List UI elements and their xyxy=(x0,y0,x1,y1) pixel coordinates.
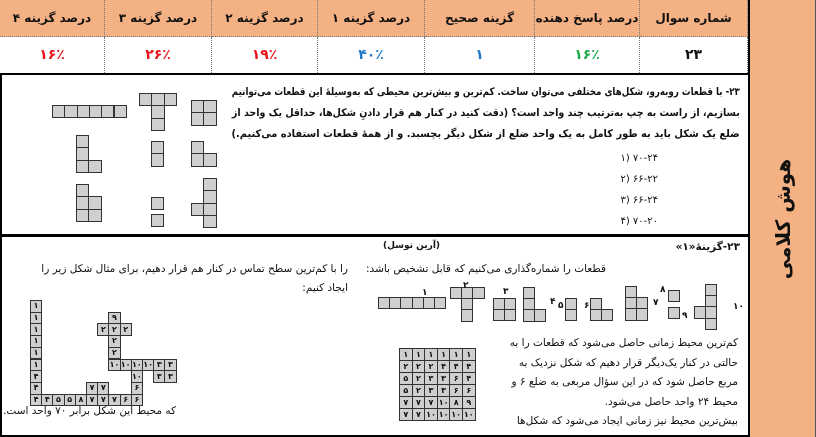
piece-square xyxy=(203,100,216,113)
answer-option: ۶۶-۲۲ (۲ xyxy=(620,174,658,185)
column-header: درصد پاسخ دهنده xyxy=(535,0,640,37)
grid-cell: ۵ xyxy=(64,394,76,407)
column-value: ۴۰٪ xyxy=(318,37,425,73)
grid-cell: ۹ xyxy=(462,396,476,409)
grid-cell: ۳ xyxy=(153,359,165,372)
grid-cell: ۱ xyxy=(437,348,451,361)
grid-cell: ۶ xyxy=(120,394,132,407)
piece-number-label: ۱ xyxy=(422,288,428,298)
grid-cell: ۲ xyxy=(108,323,120,336)
grid-cell: ۱ xyxy=(30,347,42,360)
piece-square xyxy=(88,160,101,173)
question-line-wrap xyxy=(228,101,740,120)
answer-author: (آرین توسل) xyxy=(383,241,441,251)
piece-square xyxy=(76,160,89,173)
piece-number-label: ۹ xyxy=(682,311,688,321)
piece-square xyxy=(52,105,65,118)
piece-square xyxy=(151,197,164,210)
grid-cell: ۱۰ xyxy=(437,408,451,421)
piece-square xyxy=(636,308,648,320)
grid-cell: ۲ xyxy=(120,323,132,336)
grid-cell: ۴ xyxy=(462,372,476,385)
grid-cell: ۳ xyxy=(164,359,176,372)
answer-option: ۶۶-۲۴ (۳ xyxy=(620,195,658,206)
grid-cell: ۱ xyxy=(462,348,476,361)
column-header: درصد گزینه ۱ xyxy=(318,0,425,37)
piece-square xyxy=(472,287,484,299)
piece-number-label: ۲ xyxy=(463,281,469,291)
grid-cell: ۱۰ xyxy=(131,359,143,372)
piece-square xyxy=(164,93,177,106)
category-sidebar xyxy=(748,0,816,437)
answer-title: ۲۳-گزینهٔ«۱» xyxy=(675,241,740,253)
piece-square xyxy=(668,307,680,319)
piece-square xyxy=(89,105,102,118)
grid-cell: ۱ xyxy=(30,335,42,348)
grid-cell: ۵ xyxy=(399,372,413,385)
piece-square xyxy=(76,209,89,222)
grid-cell: ۸ xyxy=(75,394,87,407)
column-value: ۲۳ xyxy=(640,37,748,73)
grid-cell: ۷ xyxy=(86,394,98,407)
piece-square xyxy=(668,290,680,302)
grid-cell: ۴ xyxy=(437,360,451,373)
grid-cell: ۶ xyxy=(449,384,463,397)
grid-cell: ۱ xyxy=(30,300,42,313)
category-label: هوش کلامی xyxy=(770,158,795,279)
piece-number-label: ۴ xyxy=(550,297,556,307)
grid-cell: ۷ xyxy=(86,382,98,395)
piece-square xyxy=(76,147,89,160)
piece-square xyxy=(191,100,204,113)
grid-cell: ۱۰ xyxy=(142,359,154,372)
piece-number-label: ۵ xyxy=(558,301,564,311)
grid-cell: ۷ xyxy=(399,408,413,421)
grid-cell: ۳ xyxy=(153,370,165,383)
piece-square xyxy=(191,141,204,154)
piece-square xyxy=(191,203,204,216)
grid-cell: ۶ xyxy=(131,382,143,395)
piece-square xyxy=(203,112,216,125)
piece-square xyxy=(88,196,101,209)
grid-cell: ۳ xyxy=(437,372,451,385)
grid-cell: ۶ xyxy=(462,384,476,397)
grid-cell: ۱ xyxy=(424,348,438,361)
grid-cell: ۱۰ xyxy=(131,370,143,383)
question-line-wrap xyxy=(228,80,740,99)
question-box xyxy=(0,73,750,236)
piece-square xyxy=(705,318,717,330)
question-text-line: ۲۳- با قطعات روبه‌رو، شکل‌های مختلفی می‌توان ساخت. کم‌ترین و بیش‌ترین محیطی که به‌وسیلهٔ این قطعات می‌توانیم xyxy=(231,86,740,98)
grid-cell: ۳ xyxy=(164,370,176,383)
piece-square xyxy=(203,203,216,216)
answer-option: ۷۰-۲۴ (۱ xyxy=(620,153,658,164)
grid-cell: ۷ xyxy=(108,394,120,407)
piece-square xyxy=(64,105,77,118)
piece-square xyxy=(203,215,216,228)
piece-square xyxy=(191,112,204,125)
grid-cell: ۷ xyxy=(97,382,109,395)
column-header: گزینه صحیح xyxy=(425,0,535,37)
explanation-line: بیش‌ترین محیط نیز زمانی ایجاد می‌شود که شکل‌ها xyxy=(516,415,738,427)
piece-square xyxy=(151,153,164,166)
grid-cell: ۳ xyxy=(424,372,438,385)
column-header: درصد گزینه ۳ xyxy=(105,0,212,37)
grid-cell: ۴ xyxy=(30,394,42,407)
explanation-line: مربع حاصل شود که در این سؤال مربعی به ضلع ۶ و xyxy=(511,376,738,388)
grid-cell: ۱ xyxy=(412,348,426,361)
piece-square xyxy=(565,309,577,321)
grid-cell: ۲ xyxy=(412,384,426,397)
grid-cell: ۷ xyxy=(399,396,413,409)
grid-cell: ۷ xyxy=(424,396,438,409)
question-text-line: بسازیم، از راست به چپ به‌ترتیب چند واحد است؟ (دقت کنید در کنار هم قرار دادنِ شکل‌ها، حداقل یک واحد از xyxy=(232,107,740,119)
piece-square xyxy=(76,184,89,197)
piece-square xyxy=(203,178,216,191)
column-value: ۱۹٪ xyxy=(212,37,318,73)
grid-cell: ۱۰ xyxy=(437,396,451,409)
piece-number-label: ۸ xyxy=(660,285,666,295)
column-value: ۲۶٪ xyxy=(105,37,212,73)
grid-cell: ۳ xyxy=(424,384,438,397)
piece-square xyxy=(461,309,473,321)
grid-cell: ۴ xyxy=(449,360,463,373)
grid-cell: ۱ xyxy=(30,359,42,372)
grid-cell: ۲ xyxy=(412,360,426,373)
piece-square xyxy=(77,105,90,118)
grid-cell: ۲ xyxy=(412,372,426,385)
piece-square xyxy=(203,190,216,203)
piece-square xyxy=(151,118,164,131)
answer-option: ۷۰-۲۰ (۴ xyxy=(620,216,658,227)
grid-cell: ۳ xyxy=(437,384,451,397)
grid-cell: ۶ xyxy=(131,394,143,407)
piece-square xyxy=(151,141,164,154)
piece-square xyxy=(139,93,152,106)
grid-cell: ۱ xyxy=(30,323,42,336)
explanation-line: ایجاد کنیم: xyxy=(302,282,348,294)
answer-box xyxy=(0,235,750,437)
grid-cell: ۱ xyxy=(30,312,42,325)
piece-square xyxy=(151,214,164,227)
grid-cell: ۱۰ xyxy=(449,408,463,421)
column-header: درصد گزینه ۴ xyxy=(0,0,105,37)
piece-square xyxy=(88,209,101,222)
piece-square xyxy=(504,309,516,321)
piece-square xyxy=(534,309,546,321)
column-header: درصد گزینه ۲ xyxy=(212,0,318,37)
piece-square xyxy=(101,105,114,118)
explanation-line: حالتی در کنار یک‌دیگر قرار دهیم که شکل نزدیک به xyxy=(518,356,738,369)
grid-cell: ۴ xyxy=(30,382,42,395)
piece-square xyxy=(76,135,89,148)
grid-cell: ۷ xyxy=(412,396,426,409)
question-text-line: ضلع یک شکل باید به طور کامل به یک واحد ضلع از شکل دیگر بچسبد. و از همهٔ قطعات استفاده می‌کنیم.) xyxy=(231,128,740,140)
answer-intro: قطعات را شماره‌گذاری می‌کنیم که قابل تشخیص باشد: xyxy=(366,263,606,275)
grid-cell: ۵ xyxy=(52,394,64,407)
column-value: ۱۶٪ xyxy=(535,37,640,73)
grid-cell: ۸ xyxy=(449,396,463,409)
explanation-line: را با کم‌ترین سطح تماس در کنار هم قرار دهیم، برای مثال شکل زیر را xyxy=(41,263,348,275)
piece-number-label: ۳ xyxy=(503,287,509,297)
piece-number-label: ۶ xyxy=(584,301,590,311)
column-value: ۱۶٪ xyxy=(0,37,105,73)
grid-cell: ۲ xyxy=(97,323,109,336)
grid-cell: ۱ xyxy=(449,348,463,361)
piece-square xyxy=(203,153,216,166)
grid-cell: ۱۰ xyxy=(462,408,476,421)
column-value: ۱ xyxy=(425,37,535,73)
piece-square xyxy=(151,105,164,118)
grid-cell: ۲ xyxy=(424,360,438,373)
piece-square xyxy=(151,93,164,106)
grid-cell: ۹ xyxy=(108,312,120,325)
grid-cell: ۱۰ xyxy=(120,359,132,372)
grid-cell: ۲ xyxy=(108,335,120,348)
explanation-line: کم‌ترین محیط زمانی حاصل می‌شود که قطعات را به xyxy=(509,337,738,349)
explanation-line: محیط ۲۴ واحد حاصل می‌شود. xyxy=(604,395,738,408)
grid-cell: ۷ xyxy=(97,394,109,407)
piece-number-label: ۷ xyxy=(653,298,659,308)
grid-cell: ۱ xyxy=(399,348,413,361)
grid-cell: ۱۰ xyxy=(424,408,438,421)
grid-cell: ۵ xyxy=(399,384,413,397)
column-header: شماره سوال xyxy=(640,0,748,37)
grid-cell: ۴ xyxy=(30,370,42,383)
piece-square xyxy=(191,153,204,166)
piece-square xyxy=(76,196,89,209)
grid-cell: ۲ xyxy=(399,360,413,373)
piece-square xyxy=(114,105,127,118)
question-line-wrap xyxy=(228,122,740,141)
grid-cell: ۴ xyxy=(41,394,53,407)
piece-square xyxy=(434,297,446,309)
grid-cell: ۴ xyxy=(462,360,476,373)
grid-cell: ۲ xyxy=(108,347,120,360)
piece-number-label: ۱۰ xyxy=(733,302,744,312)
grid-cell: ۷ xyxy=(412,408,426,421)
grid-cell: ۱۰ xyxy=(108,359,120,372)
piece-square xyxy=(601,309,613,321)
grid-cell: ۶ xyxy=(449,372,463,385)
conclusion-text: که محیط این شکل برابر ۷۰ واحد است. xyxy=(3,405,176,417)
